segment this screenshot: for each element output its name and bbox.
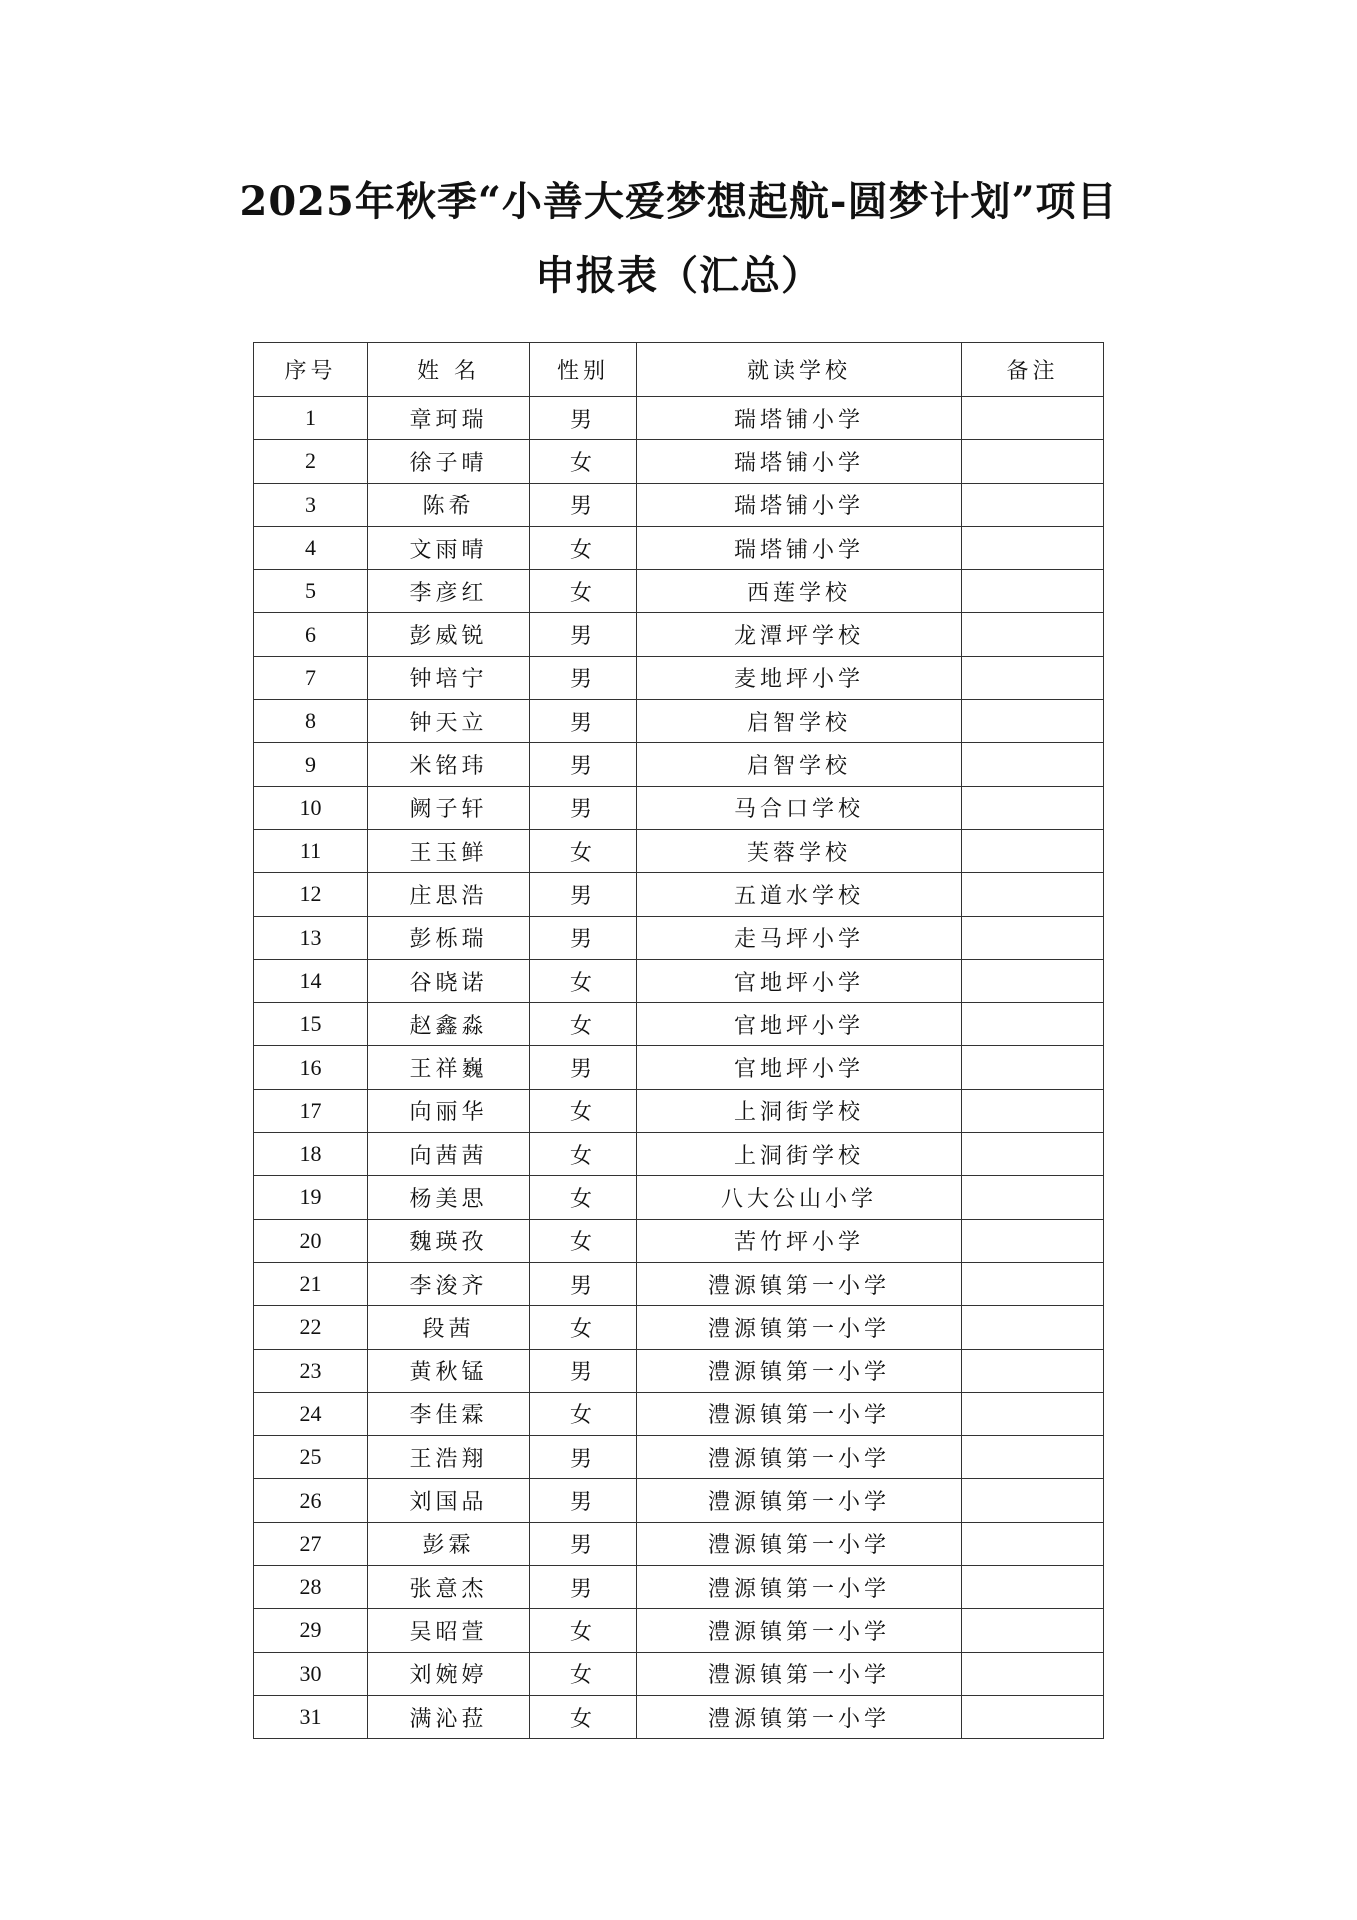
cell-name: 彭霖 (368, 1522, 530, 1565)
table-row (254, 1176, 1104, 1219)
table-row (254, 1522, 1104, 1565)
table-row (254, 1695, 1104, 1738)
cell-gender: 男 (530, 613, 637, 656)
cell-serial-number: 13 (254, 916, 368, 959)
header-gender: 性别 (530, 343, 637, 397)
table-header (254, 343, 1104, 397)
cell-gender: 男 (530, 656, 637, 699)
cell-remarks (962, 1436, 1104, 1479)
cell-school: 瑞塔铺小学 (637, 483, 962, 526)
cell-remarks (962, 440, 1104, 483)
cell-gender: 男 (530, 786, 637, 829)
cell-name: 彭威锐 (368, 613, 530, 656)
cell-name: 满沁菈 (368, 1695, 530, 1738)
cell-gender: 女 (530, 440, 637, 483)
cell-name: 吴昭萱 (368, 1609, 530, 1652)
cell-school: 五道水学校 (637, 873, 962, 916)
header-row (254, 343, 1104, 397)
cell-school: 澧源镇第一小学 (637, 1566, 962, 1609)
cell-gender: 男 (530, 1046, 637, 1089)
cell-gender: 男 (530, 700, 637, 743)
cell-name: 李佳霖 (368, 1392, 530, 1435)
cell-gender: 男 (530, 397, 637, 440)
cell-serial-number: 11 (254, 829, 368, 872)
table-row (254, 483, 1104, 526)
cell-serial-number: 30 (254, 1652, 368, 1695)
cell-school: 澧源镇第一小学 (637, 1262, 962, 1305)
cell-remarks (962, 656, 1104, 699)
cell-name: 钟天立 (368, 700, 530, 743)
table-row (254, 1219, 1104, 1262)
cell-gender: 女 (530, 1176, 637, 1219)
table-row (254, 1566, 1104, 1609)
cell-serial-number: 31 (254, 1695, 368, 1738)
cell-remarks (962, 1219, 1104, 1262)
cell-gender: 女 (530, 1392, 637, 1435)
cell-serial-number: 16 (254, 1046, 368, 1089)
cell-serial-number: 5 (254, 570, 368, 613)
cell-remarks (962, 1176, 1104, 1219)
cell-name: 钟培宁 (368, 656, 530, 699)
cell-name: 谷晓诺 (368, 959, 530, 1002)
cell-remarks (962, 613, 1104, 656)
cell-name: 阙子轩 (368, 786, 530, 829)
cell-gender: 女 (530, 1089, 637, 1132)
table-row (254, 786, 1104, 829)
cell-school: 麦地坪小学 (637, 656, 962, 699)
table-row (254, 570, 1104, 613)
cell-serial-number: 25 (254, 1436, 368, 1479)
cell-gender: 女 (530, 959, 637, 1002)
cell-remarks (962, 1566, 1104, 1609)
table-row (254, 1479, 1104, 1522)
cell-name: 向茜茜 (368, 1133, 530, 1176)
cell-remarks (962, 570, 1104, 613)
cell-remarks (962, 1262, 1104, 1305)
table-row (254, 1003, 1104, 1046)
cell-gender: 女 (530, 1695, 637, 1738)
cell-school: 上洞街学校 (637, 1133, 962, 1176)
cell-remarks (962, 959, 1104, 1002)
cell-gender: 女 (530, 526, 637, 569)
cell-serial-number: 21 (254, 1262, 368, 1305)
cell-gender: 女 (530, 1306, 637, 1349)
cell-school: 西莲学校 (637, 570, 962, 613)
cell-school: 官地坪小学 (637, 959, 962, 1002)
cell-remarks (962, 1652, 1104, 1695)
table-row (254, 613, 1104, 656)
cell-school: 启智学校 (637, 743, 962, 786)
cell-remarks (962, 1392, 1104, 1435)
cell-gender: 女 (530, 1609, 637, 1652)
header-remarks: 备注 (962, 343, 1104, 397)
table-row (254, 1089, 1104, 1132)
cell-school: 澧源镇第一小学 (637, 1695, 962, 1738)
table-body (254, 397, 1104, 1739)
table-row (254, 829, 1104, 872)
cell-school: 瑞塔铺小学 (637, 440, 962, 483)
cell-remarks (962, 1695, 1104, 1738)
cell-school: 马合口学校 (637, 786, 962, 829)
cell-serial-number: 6 (254, 613, 368, 656)
cell-serial-number: 10 (254, 786, 368, 829)
cell-name: 黄秋锰 (368, 1349, 530, 1392)
cell-school: 八大公山小学 (637, 1176, 962, 1219)
cell-name: 王浩翔 (368, 1436, 530, 1479)
cell-serial-number: 26 (254, 1479, 368, 1522)
cell-remarks (962, 1479, 1104, 1522)
table-row (254, 1133, 1104, 1176)
table-row (254, 916, 1104, 959)
cell-remarks (962, 1046, 1104, 1089)
cell-name: 李彦红 (368, 570, 530, 613)
cell-serial-number: 22 (254, 1306, 368, 1349)
cell-remarks (962, 1003, 1104, 1046)
cell-serial-number: 4 (254, 526, 368, 569)
cell-gender: 男 (530, 1349, 637, 1392)
cell-name: 彭栎瑞 (368, 916, 530, 959)
cell-remarks (962, 1133, 1104, 1176)
cell-name: 王祥巍 (368, 1046, 530, 1089)
cell-school: 澧源镇第一小学 (637, 1609, 962, 1652)
cell-gender: 男 (530, 873, 637, 916)
cell-school: 澧源镇第一小学 (637, 1349, 962, 1392)
cell-serial-number: 28 (254, 1566, 368, 1609)
cell-name: 庄思浩 (368, 873, 530, 916)
cell-name: 王玉鲜 (368, 829, 530, 872)
table-row (254, 959, 1104, 1002)
cell-school: 澧源镇第一小学 (637, 1306, 962, 1349)
document-title-line-2: 申报表（汇总） (535, 252, 822, 299)
cell-school: 澧源镇第一小学 (637, 1652, 962, 1695)
cell-serial-number: 19 (254, 1176, 368, 1219)
cell-remarks (962, 829, 1104, 872)
cell-name: 赵鑫淼 (368, 1003, 530, 1046)
cell-serial-number: 14 (254, 959, 368, 1002)
cell-name: 刘婉婷 (368, 1652, 530, 1695)
cell-name: 杨美思 (368, 1176, 530, 1219)
table-row (254, 656, 1104, 699)
cell-remarks (962, 786, 1104, 829)
cell-name: 文雨晴 (368, 526, 530, 569)
cell-serial-number: 23 (254, 1349, 368, 1392)
cell-school: 瑞塔铺小学 (637, 526, 962, 569)
cell-school: 苦竹坪小学 (637, 1219, 962, 1262)
cell-gender: 男 (530, 1479, 637, 1522)
cell-school: 龙潭坪学校 (637, 613, 962, 656)
cell-remarks (962, 526, 1104, 569)
cell-name: 李浚齐 (368, 1262, 530, 1305)
table-row (254, 526, 1104, 569)
cell-remarks (962, 1522, 1104, 1565)
cell-serial-number: 17 (254, 1089, 368, 1132)
header-serial-number: 序号 (254, 343, 368, 397)
cell-serial-number: 24 (254, 1392, 368, 1435)
cell-school: 走马坪小学 (637, 916, 962, 959)
cell-remarks (962, 743, 1104, 786)
cell-gender: 女 (530, 1652, 637, 1695)
cell-remarks (962, 916, 1104, 959)
table-row (254, 1609, 1104, 1652)
cell-name: 魏瑛孜 (368, 1219, 530, 1262)
cell-serial-number: 3 (254, 483, 368, 526)
cell-school: 官地坪小学 (637, 1046, 962, 1089)
cell-name: 章珂瑞 (368, 397, 530, 440)
cell-school: 澧源镇第一小学 (637, 1436, 962, 1479)
table-row (254, 1392, 1104, 1435)
cell-name: 段茜 (368, 1306, 530, 1349)
cell-remarks (962, 1089, 1104, 1132)
cell-serial-number: 9 (254, 743, 368, 786)
table-row (254, 873, 1104, 916)
cell-name: 刘国品 (368, 1479, 530, 1522)
cell-school: 启智学校 (637, 700, 962, 743)
cell-gender: 女 (530, 570, 637, 613)
cell-serial-number: 12 (254, 873, 368, 916)
header-school: 就读学校 (637, 343, 962, 397)
application-summary-table (253, 342, 1104, 1739)
table-row (254, 397, 1104, 440)
cell-gender: 男 (530, 1436, 637, 1479)
cell-gender: 男 (530, 916, 637, 959)
cell-school: 上洞街学校 (637, 1089, 962, 1132)
cell-serial-number: 7 (254, 656, 368, 699)
table-row (254, 1436, 1104, 1479)
cell-gender: 女 (530, 829, 637, 872)
cell-serial-number: 20 (254, 1219, 368, 1262)
cell-gender: 男 (530, 743, 637, 786)
cell-serial-number: 1 (254, 397, 368, 440)
cell-name: 张意杰 (368, 1566, 530, 1609)
cell-name: 米铭玮 (368, 743, 530, 786)
cell-gender: 女 (530, 1003, 637, 1046)
cell-serial-number: 15 (254, 1003, 368, 1046)
cell-remarks (962, 483, 1104, 526)
document-title-line-1: 2025年秋季“小善大爱梦想起航-圆梦计划”项目 (239, 178, 1118, 225)
cell-serial-number: 2 (254, 440, 368, 483)
table-row (254, 1046, 1104, 1089)
table-row (254, 700, 1104, 743)
table-row (254, 1262, 1104, 1305)
cell-remarks (962, 700, 1104, 743)
cell-gender: 男 (530, 1262, 637, 1305)
cell-remarks (962, 1349, 1104, 1392)
cell-remarks (962, 1609, 1104, 1652)
cell-serial-number: 18 (254, 1133, 368, 1176)
header-name: 姓 名 (368, 343, 530, 397)
cell-gender: 女 (530, 1133, 637, 1176)
cell-serial-number: 27 (254, 1522, 368, 1565)
cell-school: 澧源镇第一小学 (637, 1479, 962, 1522)
table-row (254, 1349, 1104, 1392)
cell-gender: 男 (530, 1522, 637, 1565)
cell-serial-number: 29 (254, 1609, 368, 1652)
cell-name: 陈希 (368, 483, 530, 526)
cell-name: 徐子晴 (368, 440, 530, 483)
cell-school: 澧源镇第一小学 (637, 1392, 962, 1435)
table-row (254, 743, 1104, 786)
table-row (254, 440, 1104, 483)
cell-gender: 女 (530, 1219, 637, 1262)
cell-remarks (962, 873, 1104, 916)
cell-school: 澧源镇第一小学 (637, 1522, 962, 1565)
cell-remarks (962, 1306, 1104, 1349)
cell-gender: 男 (530, 1566, 637, 1609)
cell-serial-number: 8 (254, 700, 368, 743)
table-row (254, 1652, 1104, 1695)
cell-remarks (962, 397, 1104, 440)
cell-school: 瑞塔铺小学 (637, 397, 962, 440)
cell-name: 向丽华 (368, 1089, 530, 1132)
cell-school: 芙蓉学校 (637, 829, 962, 872)
cell-school: 官地坪小学 (637, 1003, 962, 1046)
table-row (254, 1306, 1104, 1349)
cell-gender: 男 (530, 483, 637, 526)
